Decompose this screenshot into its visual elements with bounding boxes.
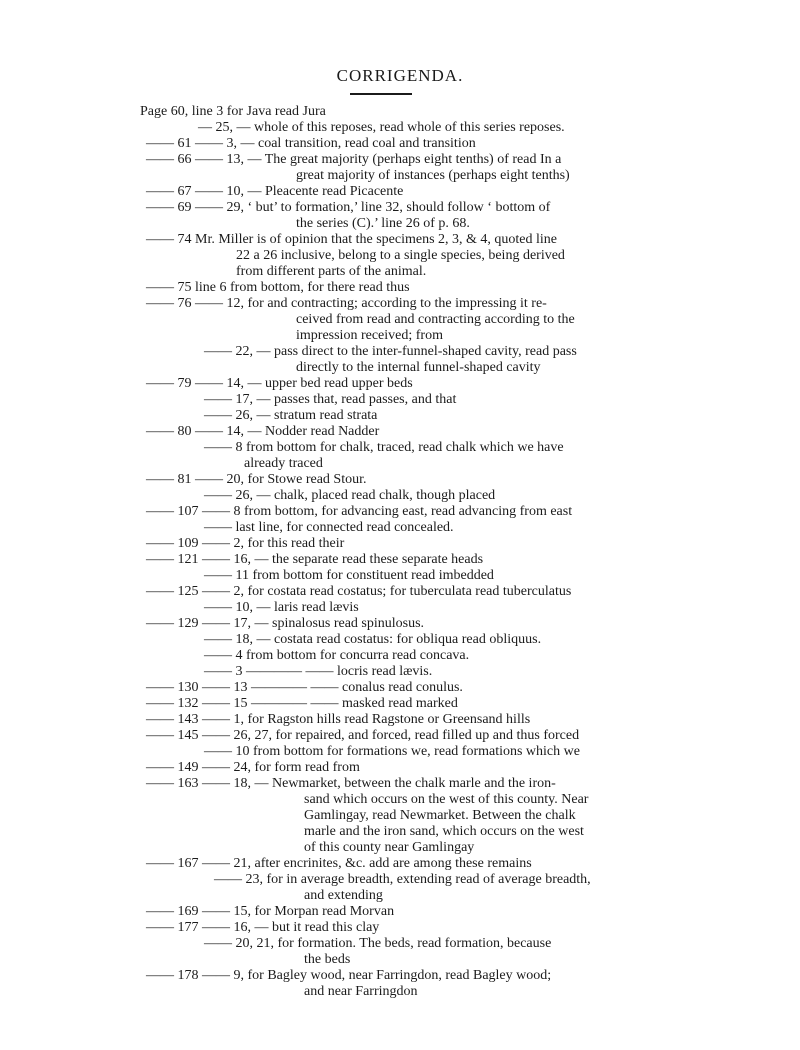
corrigenda-line: —— 125 —— 2, for costata read costatus; for tuberculata read tuberculatus — [146, 584, 572, 599]
corrigenda-line: —— 177 —— 16, — but it read this clay — [146, 920, 380, 935]
corrigenda-line: ceived from read and contracting according to the — [296, 312, 575, 327]
corrigenda-line: —— 66 —— 13, — The great majority (perhaps eight tenths) of read In a — [146, 152, 562, 167]
page-title: CORRIGENDA. — [336, 66, 464, 85]
corrigenda-line: —— 17, — passes that, read passes, and that — [204, 392, 457, 407]
corrigenda-line: —— 178 —— 9, for Bagley wood, near Farringdon, read Bagley wood; — [146, 968, 552, 983]
corrigenda-line: —— 129 —— 17, — spinalosus read spinulosus. — [146, 616, 425, 631]
corrigenda-line: —— 79 —— 14, — upper bed read upper beds — [146, 376, 413, 391]
corrigenda-line: —— 145 —— 26, 27, for repaired, and forced, read filled up and thus forced — [146, 728, 580, 743]
corrigenda-line: —— 8 from bottom for chalk, traced, read chalk which we have — [204, 440, 564, 455]
corrigenda-line: —— 67 —— 10, — Pleacente read Picacente — [146, 184, 404, 199]
corrigenda-line: sand which occurs on the west of this county. Near — [304, 792, 589, 807]
corrigenda-line: —— 3 ———— —— locris read lævis. — [204, 664, 433, 679]
corrigenda-line: and extending — [304, 888, 383, 903]
corrigenda-line: of this county near Gamlingay — [304, 840, 475, 855]
corrigenda-line: —— 26, — stratum read strata — [204, 408, 378, 423]
corrigenda-line: —— 22, — pass direct to the inter-funnel-shaped cavity, read pass — [204, 344, 577, 359]
corrigenda-line: already traced — [244, 456, 323, 471]
corrigenda-line: —— 132 —— 15 ———— —— masked read marked — [146, 696, 458, 711]
corrigenda-line: —— 109 —— 2, for this read their — [146, 536, 345, 551]
corrigenda-line: —— 80 —— 14, — Nodder read Nadder — [146, 424, 380, 439]
corrigenda-line: —— 76 —— 12, for and contracting; according to the impressing it re- — [146, 296, 547, 311]
corrigenda-line: —— 10, — laris read lævis — [204, 600, 359, 615]
corrigenda-line: —— 20, 21, for formation. The beds, read formation, because — [204, 936, 552, 951]
corrigenda-line: —— 18, — costata read costatus: for obliqua read obliquus. — [204, 632, 542, 647]
corrigenda-line: Gamlingay, read Newmarket. Between the chalk — [304, 808, 576, 823]
corrigenda-line: the series (C).’ line 26 of p. 68. — [296, 216, 470, 231]
corrigenda-line: —— 149 —— 24, for form read from — [146, 760, 360, 775]
corrigenda-line: —— 10 from bottom for formations we, read formations which we — [204, 744, 580, 759]
corrigenda-line: from different parts of the animal. — [236, 264, 427, 279]
corrigenda-line: directly to the internal funnel-shaped cavity — [296, 360, 541, 375]
corrigenda-line: marle and the iron sand, which occurs on the west — [304, 824, 584, 839]
corrigenda-line: impression received; from — [296, 328, 443, 343]
corrigenda-line: —— 163 —— 18, — Newmarket, between the chalk marle and the iron- — [146, 776, 556, 791]
corrigenda-line: —— 169 —— 15, for Morpan read Morvan — [146, 904, 395, 919]
corrigenda-line: —— 11 from bottom for constituent read imbedded — [204, 568, 494, 583]
corrigenda-line: —— 23, for in average breadth, extending read of average breadth, — [214, 872, 591, 887]
corrigenda-line: — 25, — whole of this reposes, read whole of this series reposes. — [198, 120, 565, 135]
corrigenda-line: 22 a 26 inclusive, belong to a single species, being derived — [236, 248, 565, 263]
corrigenda-line: —— 74 Mr. Miller is of opinion that the specimens 2, 3, & 4, quoted line — [146, 232, 558, 247]
corrigenda-line: —— 69 —— 29, ‘ but’ to formation,’ line 32, should follow ‘ bottom of — [146, 200, 551, 215]
corrigenda-line: —— last line, for connected read concealed. — [204, 520, 454, 535]
corrigenda-line: —— 143 —— 1, for Ragston hills read Ragstone or Greensand hills — [146, 712, 531, 727]
title-rule — [350, 93, 412, 95]
corrigenda-line: —— 167 —— 21, after encrinites, &c. add are among these remains — [146, 856, 532, 871]
corrigenda-line: the beds — [304, 952, 351, 967]
corrigenda-line: —— 75 line 6 from bottom, for there read thus — [146, 280, 410, 295]
corrigenda-line: —— 4 from bottom for concurra read concava. — [204, 648, 470, 663]
corrigenda-line: and near Farringdon — [304, 984, 418, 999]
corrigenda-line: —— 26, — chalk, placed read chalk, though placed — [204, 488, 496, 503]
corrigenda-line: —— 61 —— 3, — coal transition, read coal and transition — [146, 136, 476, 151]
corrigenda-line: —— 107 —— 8 from bottom, for advancing east, read advancing from east — [146, 504, 573, 519]
corrigenda-line: Page 60, line 3 for Java read Jura — [140, 104, 326, 119]
corrigenda-line: —— 121 —— 16, — the separate read these separate heads — [146, 552, 484, 567]
corrigenda-line: great majority of instances (perhaps eight tenths) — [296, 168, 570, 183]
corrigenda-line: —— 130 —— 13 ———— —— conalus read conulus. — [146, 680, 463, 695]
corrigenda-line: —— 81 —— 20, for Stowe read Stour. — [146, 472, 367, 487]
